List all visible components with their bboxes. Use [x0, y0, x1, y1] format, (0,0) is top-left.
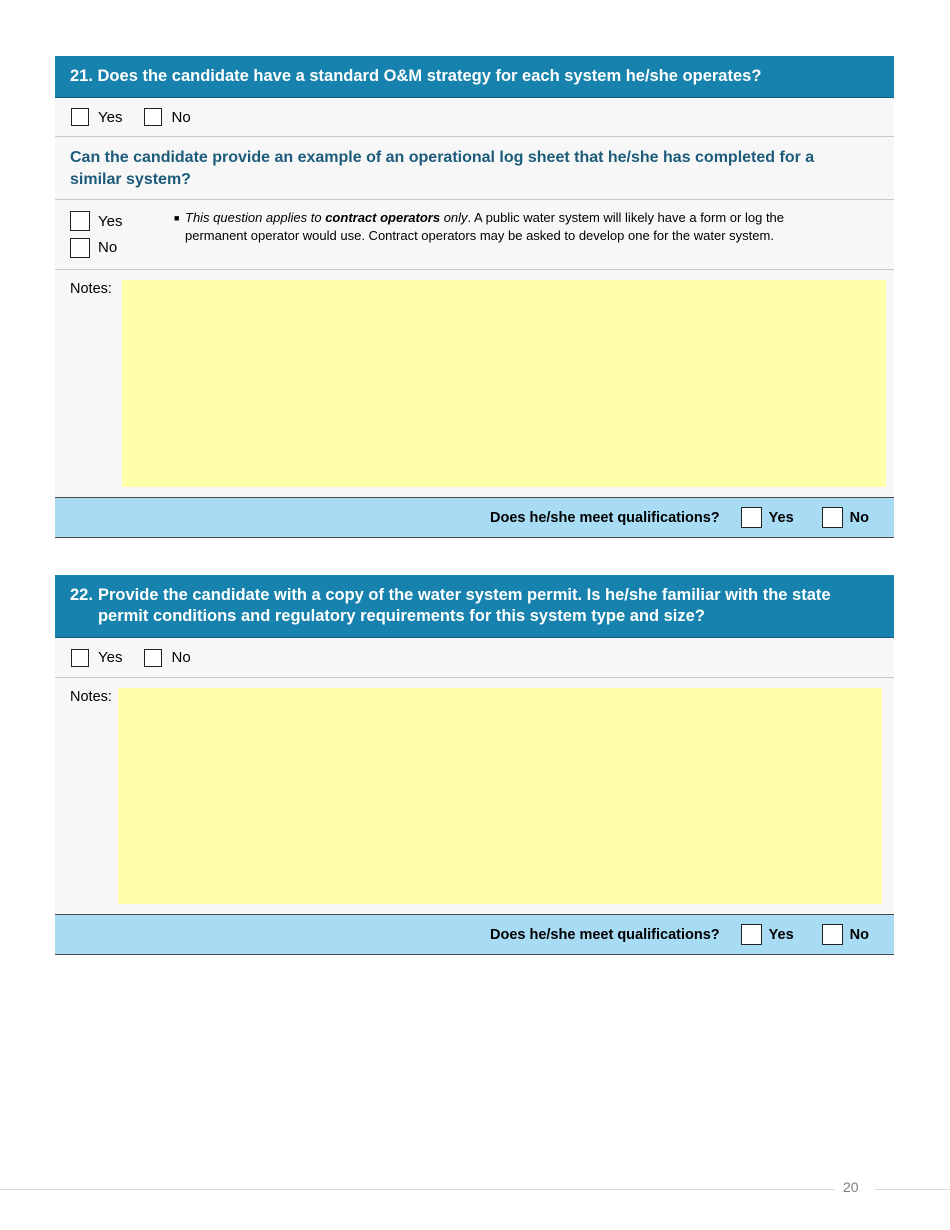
bullet-icon: ■ [174, 213, 180, 223]
question-21-yes-label: Yes [98, 108, 123, 126]
question-22-title-line2: permit conditions and regulatory requirements for this system type and size? [97, 607, 705, 625]
question-21-no-option[interactable] [144, 108, 190, 126]
question-21-sub-answer-row [55, 200, 894, 270]
question-21-notes-field[interactable] [122, 280, 886, 487]
question-21-yes-option[interactable] [71, 108, 122, 126]
question-22-no-option[interactable] [144, 649, 190, 667]
question-22-number: 22. [70, 586, 93, 604]
question-21-qualification-bar [55, 498, 894, 538]
contract-operator-note: ■ This question applies to contract operators only. A public water system will likely have a form or log the permanent operator would use. Contract operators may be asked to develop one for the water system. [174, 210, 785, 243]
qualified-yes-label: Yes [768, 926, 794, 943]
question-22-section [55, 575, 894, 955]
question-22-title-line1: Provide the candidate with a copy of the water system permit. Is he/she familiar with the state [97, 586, 831, 604]
qualified-no-label: No [849, 509, 869, 526]
question-22-heading [55, 575, 894, 638]
question-21-subquestion [55, 137, 894, 200]
question-22-notes-field[interactable] [118, 688, 882, 904]
question-22-yes-label: Yes [98, 649, 123, 666]
question-21-no-checkbox[interactable] [144, 108, 162, 126]
subquestion-no-label: No [98, 239, 118, 257]
notes-label: Notes: [70, 689, 112, 705]
qualification-question: Does he/she meet qualifications? [490, 509, 720, 526]
question-21-heading [55, 56, 894, 98]
question-22-yes-checkbox[interactable] [71, 649, 89, 667]
question-22-qualified-yes-option[interactable] [741, 924, 794, 945]
subquestion-no-checkbox[interactable] [70, 238, 90, 258]
qualification-question: Does he/she meet qualifications? [490, 926, 720, 943]
question-22-yes-option[interactable] [71, 649, 122, 667]
footer-rule-right [875, 1189, 950, 1190]
qualified-yes-label: Yes [768, 509, 794, 526]
question-21-qualified-yes-checkbox[interactable] [741, 507, 762, 528]
question-22-qualified-yes-checkbox[interactable] [741, 924, 762, 945]
question-22-qualified-no-checkbox[interactable] [822, 924, 843, 945]
question-21-no-label: No [171, 108, 191, 126]
notes-label: Notes: [70, 281, 112, 297]
question-21-title: 21. Does the candidate have a standard O&M strategy for each system he/she operates? [70, 67, 762, 85]
question-21-qualified-no-checkbox[interactable] [822, 507, 843, 528]
question-21-yes-checkbox[interactable] [71, 108, 89, 126]
question-21-qualified-no-option[interactable] [822, 507, 869, 528]
qualified-no-label: No [849, 926, 869, 943]
question-21-qualified-yes-option[interactable] [741, 507, 794, 528]
question-22-answer-row [55, 638, 894, 678]
question-22-no-checkbox[interactable] [144, 649, 162, 667]
question-22-notes-row [55, 678, 894, 915]
subquestion-text: Can the candidate provide an example of an operational log sheet that he/she has completed for a similar system? [70, 149, 815, 188]
subquestion-yes-checkbox[interactable] [70, 211, 90, 231]
question-22-qualified-no-option[interactable] [822, 924, 869, 945]
question-21-section [55, 56, 894, 538]
subquestion-yes-label: Yes [98, 212, 123, 230]
question-21-answer-row [55, 98, 894, 137]
subquestion-no-option[interactable] [70, 235, 174, 262]
question-22-no-label: No [171, 649, 191, 666]
question-21-notes-row [55, 270, 894, 498]
subquestion-yes-option[interactable] [70, 208, 174, 235]
page-number: 20 [843, 1179, 859, 1195]
question-22-qualification-bar [55, 915, 894, 955]
footer-rule-left [0, 1189, 835, 1190]
